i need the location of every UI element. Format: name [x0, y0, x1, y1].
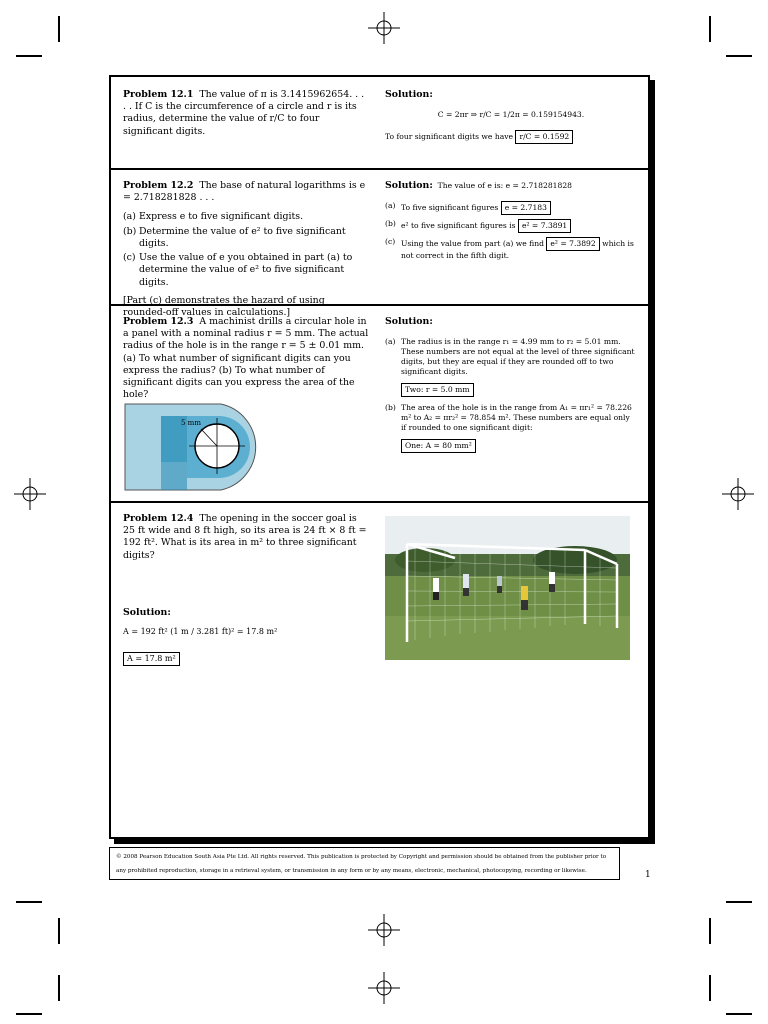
answer-box: One: A = 80 mm²: [401, 439, 476, 453]
problem-statement: [123, 316, 369, 402]
soccer-goal-photo: [385, 516, 630, 660]
solution-equation: C = 2πr ⇒ r/C = 1/2π = 0.159154943.: [437, 109, 585, 119]
solution-part: (b) The area of the hole is in the range from A₁ = πr₁² = 78.226 m² to A₂ = πr₂² = 78.854 m². These numbers are equal only if rounded to one significant digit: One: A = 80 mm²: [385, 403, 637, 453]
solution-heading: Solution:: [385, 316, 433, 327]
answer-box: Two: r = 5.0 mm: [401, 383, 474, 397]
problems-frame: [109, 75, 650, 839]
problem-statement: [123, 89, 369, 138]
registration-mark-icon: [368, 972, 400, 1004]
crop-mark: [709, 975, 711, 1001]
crop-mark: [58, 918, 60, 944]
problem-statement: [123, 180, 369, 319]
problem-text: The value of π is 3.1415962654. . . . . If C is the circumference of a circle and r is its radius, determine the value of r/C to four significant digits.: [123, 89, 365, 137]
problem-label: Problem 12.2: [123, 180, 194, 191]
answer-box: A = 17.8 m²: [123, 652, 180, 666]
registration-mark-icon: [14, 478, 46, 510]
solution-part: (a) To five significant figures e = 2.7183: [385, 201, 637, 215]
solution-heading: Solution:: [385, 180, 433, 191]
crop-mark: [58, 16, 60, 42]
problem-text: The base of natural logarithms is e = 2.718281828 . . .: [123, 180, 366, 204]
solution-part: (a) The radius is in the range r₁ = 4.99 mm to r₂ = 5.01 mm. These numbers are not equal at the level of three significant digits, but they are equal if they are rounded off to two significant digits. Two: r = 5.0 mm: [385, 337, 637, 397]
problem-text: A machinist drills a circular hole in a panel with a nominal radius r = 5 mm. The actual radius of the hole is in the range r = 5 ± 0.01 mm. (a) To what number of significant digits can you express the radius? (b) To what number of significant digits can you express the area of the hole?: [123, 316, 369, 401]
crop-mark: [709, 918, 711, 944]
problem-12-4: [111, 503, 648, 837]
part-item: (c) Use the value of e you obtained in part (a) to determine the value of e² to five significant digits.: [123, 252, 353, 288]
solution: [385, 316, 637, 455]
problem-text: The opening in the soccer goal is 25 ft wide and 8 ft high, so its area is 24 ft × 8 ft = 192 ft². What is its area in m² to three significant digits?: [123, 513, 367, 561]
crop-mark: [726, 1013, 752, 1015]
answer-box: e² = 7.3891: [518, 219, 571, 233]
problem-statement: [123, 513, 369, 562]
problem-12-1: [111, 77, 648, 170]
crop-mark: [726, 55, 752, 57]
solution-part: (b) e² to five significant figures is e² = 7.3891: [385, 219, 637, 233]
crop-mark: [16, 55, 42, 57]
solution: [123, 607, 369, 666]
problem-12-3: [111, 306, 648, 503]
crop-mark: [16, 901, 42, 903]
solution: [385, 89, 637, 144]
answer-box: e² = 7.3892: [546, 237, 599, 251]
problem-12-2: [111, 170, 648, 318]
registration-mark-icon: [368, 914, 400, 946]
panel-hole-figure: [123, 402, 263, 492]
crop-mark: [726, 901, 752, 903]
answer-box: e = 2.7183: [501, 201, 551, 215]
solution-intro: The value of e is: e = 2.718281828: [437, 181, 572, 190]
copyright-notice: © 2008 Pearson Education South Asia Pte Ltd. All rights reserved. This publication is protected by Copyright and permission should be obtained from the publisher prior to any prohibited reproduction, storage in a retrieval system, or transmission in any form or by any means, electronic, mechanical, photocopying, recording or likewise.: [109, 847, 620, 880]
problem-label: Problem 12.3: [123, 316, 194, 327]
solution: [385, 180, 637, 264]
part-item: (a) Express e to five significant digits.: [123, 211, 304, 223]
registration-mark-icon: [722, 478, 754, 510]
solution-heading: Solution:: [123, 607, 171, 618]
page-number: 1: [645, 870, 651, 880]
solution-part: (c) Using the value from part (a) we find e² = 7.3892 which is not correct in the fifth digit.: [385, 237, 634, 261]
problem-label: Problem 12.1: [123, 89, 194, 100]
solution-equation: A = 192 ft² (1 m / 3.281 ft)² = 17.8 m²: [123, 627, 278, 637]
crop-mark: [16, 1013, 42, 1015]
problem-label: Problem 12.4: [123, 513, 194, 524]
solution-conclusion: To four significant digits we have: [385, 131, 514, 141]
figure-dimension-label: 5 mm: [181, 419, 201, 427]
answer-box: r/C = 0.1592: [515, 130, 573, 144]
solution-heading: Solution:: [385, 89, 433, 100]
crop-mark: [709, 16, 711, 42]
part-item: (b) Determine the value of e² to five significant digits.: [123, 225, 346, 249]
registration-mark-icon: [368, 12, 400, 44]
crop-mark: [58, 975, 60, 1001]
problem-note: [Part (c) demonstrates the hazard of using rounded-off values in calculations.]: [123, 294, 325, 318]
